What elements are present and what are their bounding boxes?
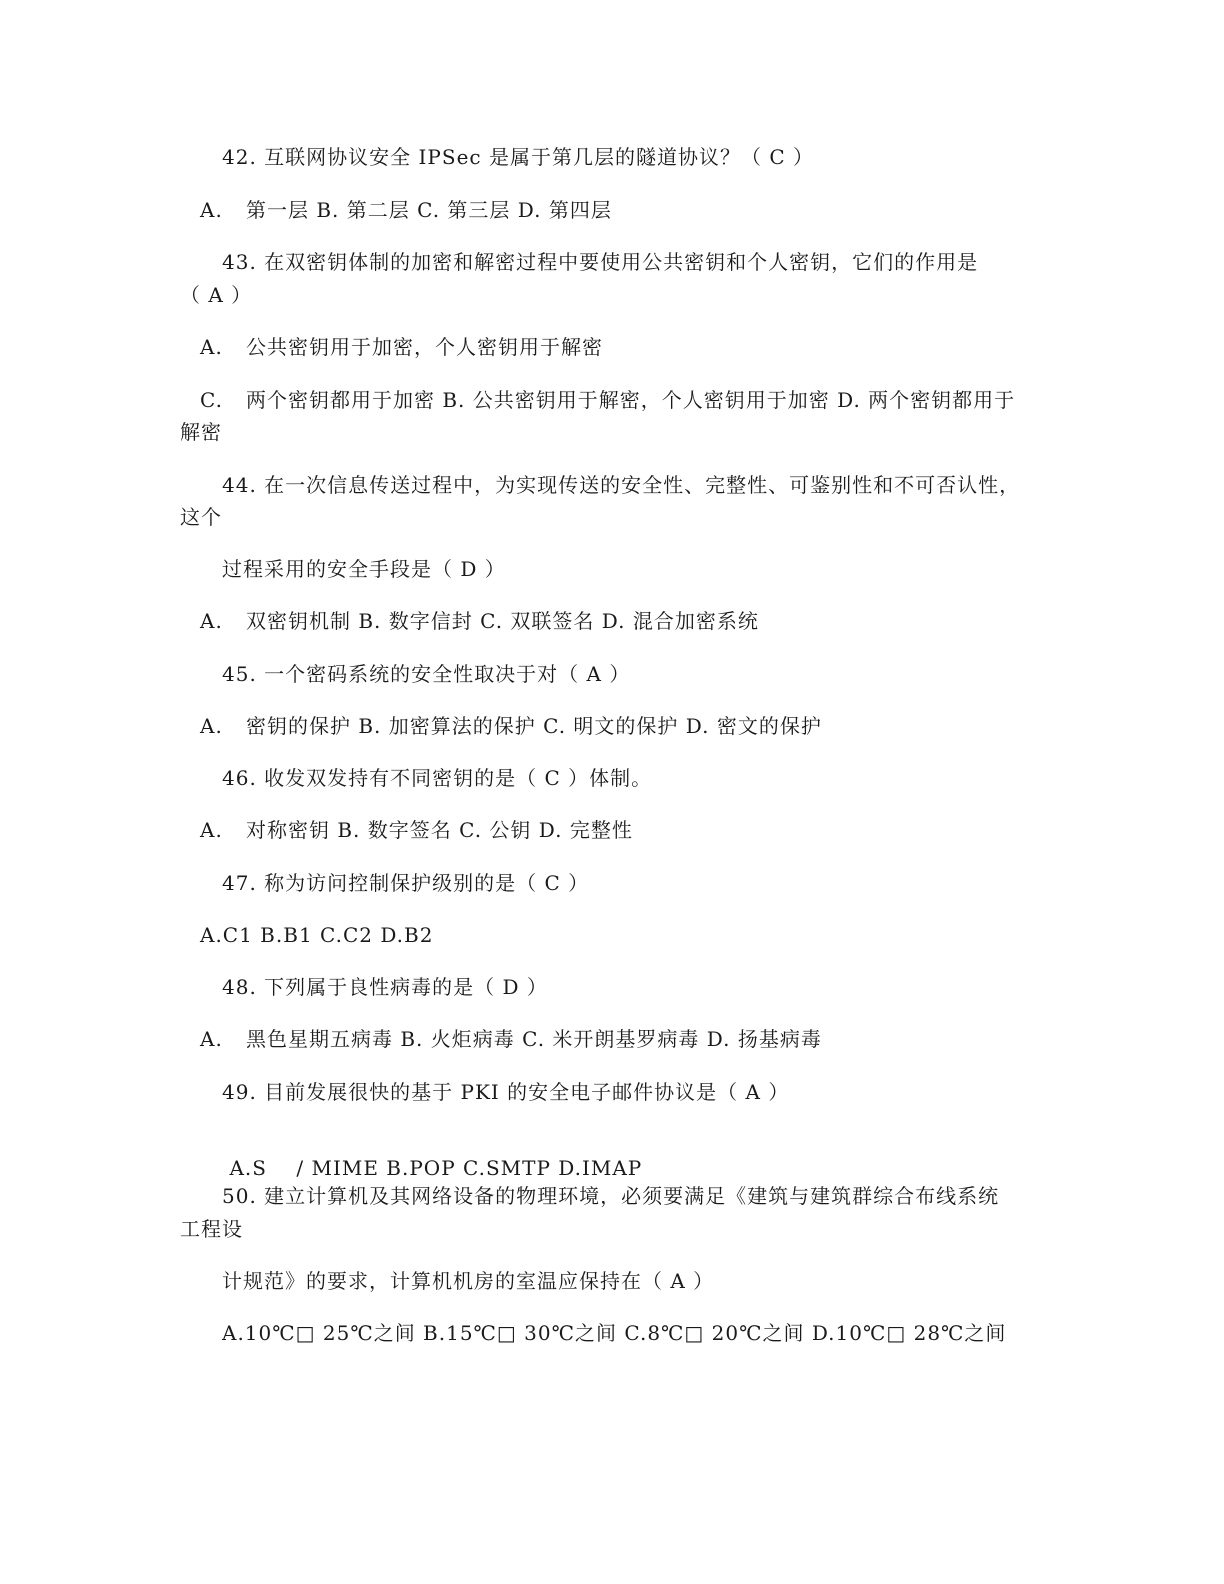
- options-text: 公共密钥用于加密，个人密钥用于解密: [246, 335, 603, 359]
- options-text: 对称密钥 B. 数字签名 C. 公钥 D. 完整性: [246, 818, 633, 842]
- question-text: 这个: [180, 505, 222, 529]
- question-46-options: [200, 818, 633, 842]
- question-text: 42. 互联网协议安全 IPSec 是属于第几层的隧道协议？（ C ）: [222, 145, 814, 169]
- options-text: A.C1 B.B1 C.C2 D.B2: [200, 923, 434, 947]
- options-text: 两个密钥都用于加密 B. 公共密钥用于解密，个人密钥用于加密 D. 两个密钥都用于: [246, 388, 1016, 412]
- options-text: 双密钥机制 B. 数字信封 C. 双联签名 D. 混合加密系统: [246, 609, 759, 633]
- question-47-options: [200, 923, 433, 947]
- question-50-stem-wrap: [180, 1217, 243, 1241]
- option-label: A.: [200, 198, 223, 222]
- options-text: 黑色星期五病毒 B. 火炬病毒 C. 米开朗基罗病毒 D. 扬基病毒: [246, 1027, 822, 1051]
- question-43-stem: [222, 250, 978, 274]
- question-50-stem: [222, 1184, 999, 1208]
- question-text: 工程设: [180, 1217, 243, 1241]
- question-44-stem-wrap: [180, 505, 222, 529]
- options-text: 密钥的保护 B. 加密算法的保护 C. 明文的保护 D. 密文的保护: [246, 714, 822, 738]
- question-text: 50. 建立计算机及其网络设备的物理环境，必须要满足《建筑与建筑群综合布线系统: [222, 1184, 1000, 1208]
- question-48-options: [200, 1027, 822, 1051]
- question-44-options: [200, 609, 759, 633]
- options-text: A.10℃□ 25℃之间 B.15℃□ 30℃之间 C.8℃□ 20℃之间 D.10℃□ 28℃之间: [222, 1321, 1007, 1345]
- option-label: A.: [200, 1027, 223, 1051]
- question-text: 43. 在双密钥体制的加密和解密过程中要使用公共密钥和个人密钥，它们的作用是: [222, 250, 979, 274]
- question-text: 计规范》的要求，计算机机房的室温应保持在（ A ）: [222, 1269, 715, 1293]
- question-45-stem: [222, 662, 630, 686]
- question-text: 48. 下列属于良性病毒的是（ D ）: [222, 975, 548, 999]
- options-text: 第一层 B. 第二层 C. 第三层 D. 第四层: [246, 198, 612, 222]
- question-text: 46. 收发双发持有不同密钥的是（ C ）体制。: [222, 766, 653, 790]
- question-text: 44. 在一次信息传送过程中，为实现传送的安全性、完整性、可鉴别性和不可否认性，: [222, 473, 1021, 497]
- question-44-stem: [222, 473, 1020, 497]
- question-47-stem: [222, 871, 589, 895]
- option-label: A.: [200, 714, 223, 738]
- question-48-stem: [222, 975, 548, 999]
- options-text: 解密: [180, 420, 222, 444]
- option-label: C.: [200, 388, 223, 412]
- option-label: A.: [200, 818, 223, 842]
- question-45-options: [200, 714, 822, 738]
- answer-text: （ A ）: [180, 283, 253, 307]
- question-46-stem: [222, 766, 652, 790]
- question-42-options: [200, 198, 612, 222]
- question-text: 47. 称为访问控制保护级别的是（ C ）: [222, 871, 590, 895]
- option-label: A.: [200, 335, 223, 359]
- question-text: 过程采用的安全手段是（ D ）: [222, 557, 506, 581]
- question-49-stem: [222, 1080, 789, 1104]
- question-43-options: [200, 388, 1015, 412]
- question-43-option-a: [200, 335, 603, 359]
- question-text: 49. 目前发展很快的基于 PKI 的安全电子邮件协议是（ A ）: [222, 1080, 790, 1104]
- question-43-answer: [180, 283, 252, 307]
- question-text: 45. 一个密码系统的安全性取决于对（ A ）: [222, 662, 631, 686]
- option-label: A.: [200, 609, 223, 633]
- question-50-stem-continued: [222, 1269, 714, 1293]
- question-44-stem-continued: [222, 557, 506, 581]
- options-text: A.S / MIME B.POP C.SMTP D.IMAP: [229, 1156, 643, 1180]
- question-43-options-wrap: [180, 420, 222, 444]
- question-50-options: [222, 1321, 1006, 1345]
- question-42-stem: [222, 145, 814, 169]
